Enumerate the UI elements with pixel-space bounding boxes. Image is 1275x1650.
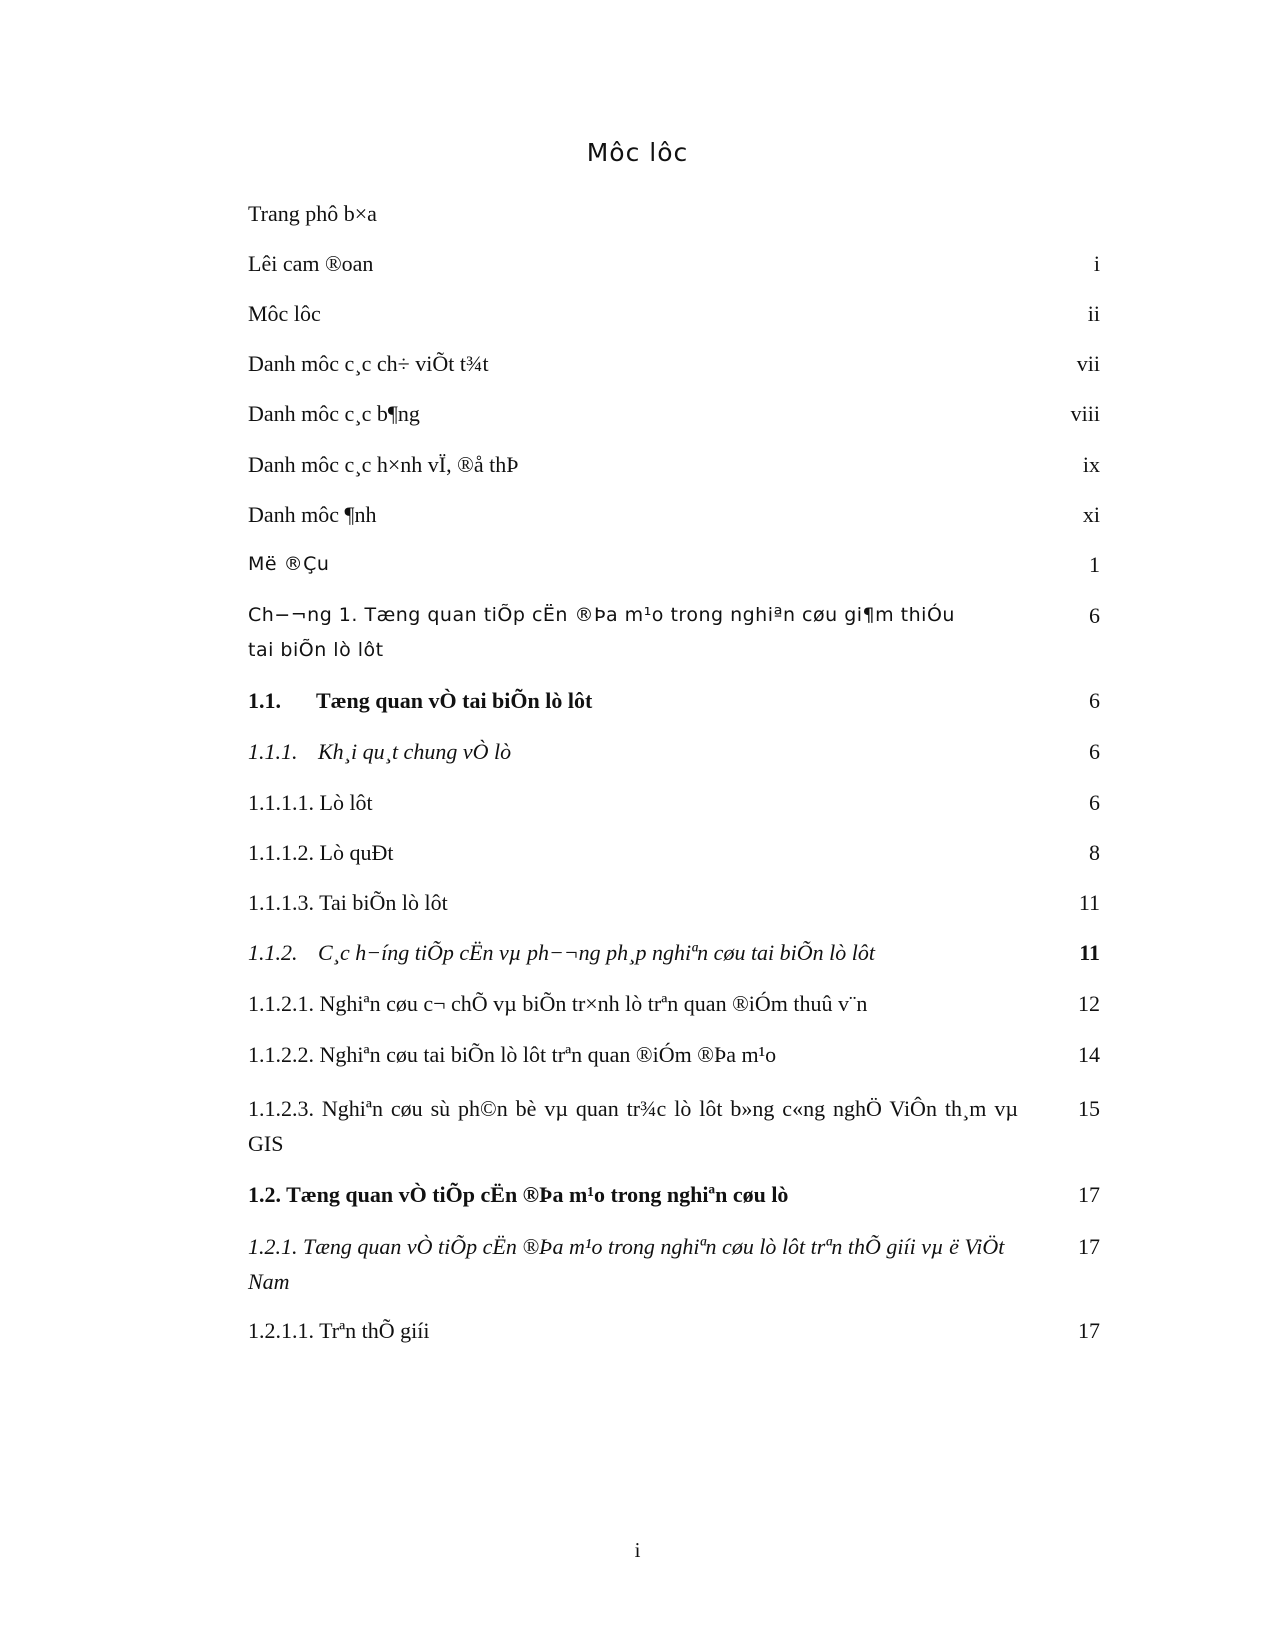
toc-entry-text: Kh¸i qu¸t chung vÒ lò	[318, 739, 512, 764]
toc-entry-number: 1.1.	[248, 688, 281, 713]
toc-entry-page: 11	[1079, 940, 1100, 965]
toc-entry-subsection	[248, 935, 1100, 970]
toc-entry	[248, 296, 1100, 331]
toc-entry	[248, 885, 1100, 920]
toc-entry-page: 15	[1078, 1096, 1100, 1121]
toc-entry-text: Lêi cam ®oan	[248, 251, 374, 276]
toc-entry	[248, 547, 1100, 582]
toc-entry-text: Danh môc ¶nh	[248, 502, 377, 527]
toc-entry	[248, 835, 1100, 870]
toc-entry-text: 1.1.1.2. Lò quÐt	[248, 840, 394, 865]
toc-entry-page: 17	[1078, 1318, 1100, 1343]
toc-entry-text: 1.2.1.1. Trªn thÕ giíi	[248, 1318, 430, 1343]
toc-entry-number: 1.1.2.	[248, 940, 298, 965]
toc-entry-text: Më ®Çu	[248, 553, 330, 575]
toc-entry-text: 1.1.1.1. Lò lôt	[248, 790, 373, 815]
toc-entry-text: Danh môc c¸c ch÷ viÕt t¾t	[248, 351, 489, 376]
toc-entry-text: Tæng quan vÒ tai biÕn lò lôt	[316, 688, 593, 713]
toc-entry-page: 6	[1089, 688, 1100, 713]
toc-entry-page: 6	[1089, 603, 1100, 628]
toc-title: Môc lôc	[586, 138, 689, 167]
toc-entry-page: 11	[1078, 890, 1100, 915]
toc-entry-text: 1.2. Tæng quan vÒ tiÕp cËn ®Þa m¹o trong nghiªn cøu lò	[248, 1182, 789, 1207]
toc-entry-text: 1.1.2.1. Nghiªn cøu c¬ chÕ vµ biÕn tr×nh lò trªn quan ®iÓm thuû v¨n	[248, 991, 868, 1016]
toc-entry-chapter	[248, 598, 1100, 668]
toc-entry-page: ix	[1082, 452, 1100, 477]
toc-entry	[248, 1037, 1100, 1072]
toc-entry	[248, 1313, 1100, 1348]
toc-entry	[248, 785, 1100, 820]
toc-entry-page: ii	[1087, 301, 1100, 326]
toc-entry	[248, 497, 1100, 532]
toc-entry	[248, 346, 1100, 381]
toc-entry-page: 6	[1089, 739, 1100, 764]
toc-entry-section	[248, 683, 1100, 718]
toc-entry-subsection	[248, 734, 1100, 769]
toc-entry-page: 17	[1078, 1182, 1100, 1207]
toc-entry	[248, 246, 1100, 281]
toc-entry-number: 1.1.1.	[248, 739, 298, 764]
toc-entry-page: vii	[1076, 351, 1100, 376]
toc-entry-text: Trang phô b×a	[248, 201, 377, 226]
toc-entry-subsection	[248, 1229, 1100, 1299]
toc-entry-page: 6	[1089, 790, 1100, 815]
toc-entry	[248, 1091, 1100, 1161]
toc-entry-page: 12	[1078, 991, 1100, 1016]
toc-entry-page: viii	[1070, 401, 1100, 426]
toc-entry-page: i	[1093, 251, 1100, 276]
toc-entry-text: Danh môc c¸c h×nh vÏ, ®å thÞ	[248, 452, 519, 477]
toc-entry	[248, 986, 1100, 1021]
toc-entry-text: Danh môc c¸c b¶ng	[248, 401, 420, 426]
toc-entry	[248, 447, 1100, 482]
toc-entry-page: 17	[1078, 1234, 1100, 1259]
toc-entry-text: Ch−¬ng 1. Tæng quan tiÕp cËn ®Þa m¹o trong nghiªn cøu gi¶m thiÓu tai biÕn lò lôt	[248, 604, 955, 661]
toc-entry-text: 1.1.2.3. Nghiªn cøu sù ph©n bè vµ quan tr¾c lò lôt b»ng c«ng nghÖ ViÔn th¸m vµ GIS	[248, 1096, 1018, 1156]
toc-entry	[248, 396, 1100, 431]
toc-entry-text: 1.1.1.3. Tai biÕn lò lôt	[248, 890, 448, 915]
toc-entry-text: C¸c h−íng tiÕp cËn vµ ph−¬ng ph¸p nghiªn cøu tai biÕn lò lôt	[318, 940, 876, 965]
toc-entry	[248, 196, 1100, 231]
toc-entry-text: 1.1.2.2. Nghiªn cøu tai biÕn lò lôt trªn quan ®iÓm ®Þa m¹o	[248, 1042, 777, 1067]
toc-entry-page: 1	[1089, 552, 1100, 577]
toc-entry-text: 1.2.1. Tæng quan vÒ tiÕp cËn ®Þa m¹o trong nghiªn cøu lò lôt trªn thÕ giíi vµ ë ViÖt Nam	[248, 1234, 1005, 1294]
toc-entry-page: 14	[1078, 1042, 1100, 1067]
toc-entry-text: Môc lôc	[248, 301, 321, 326]
toc-entry-page: xi	[1082, 502, 1100, 527]
page-number: i	[634, 1538, 641, 1562]
toc-entry-page: 8	[1089, 840, 1100, 865]
toc-entry-section	[248, 1177, 1100, 1212]
